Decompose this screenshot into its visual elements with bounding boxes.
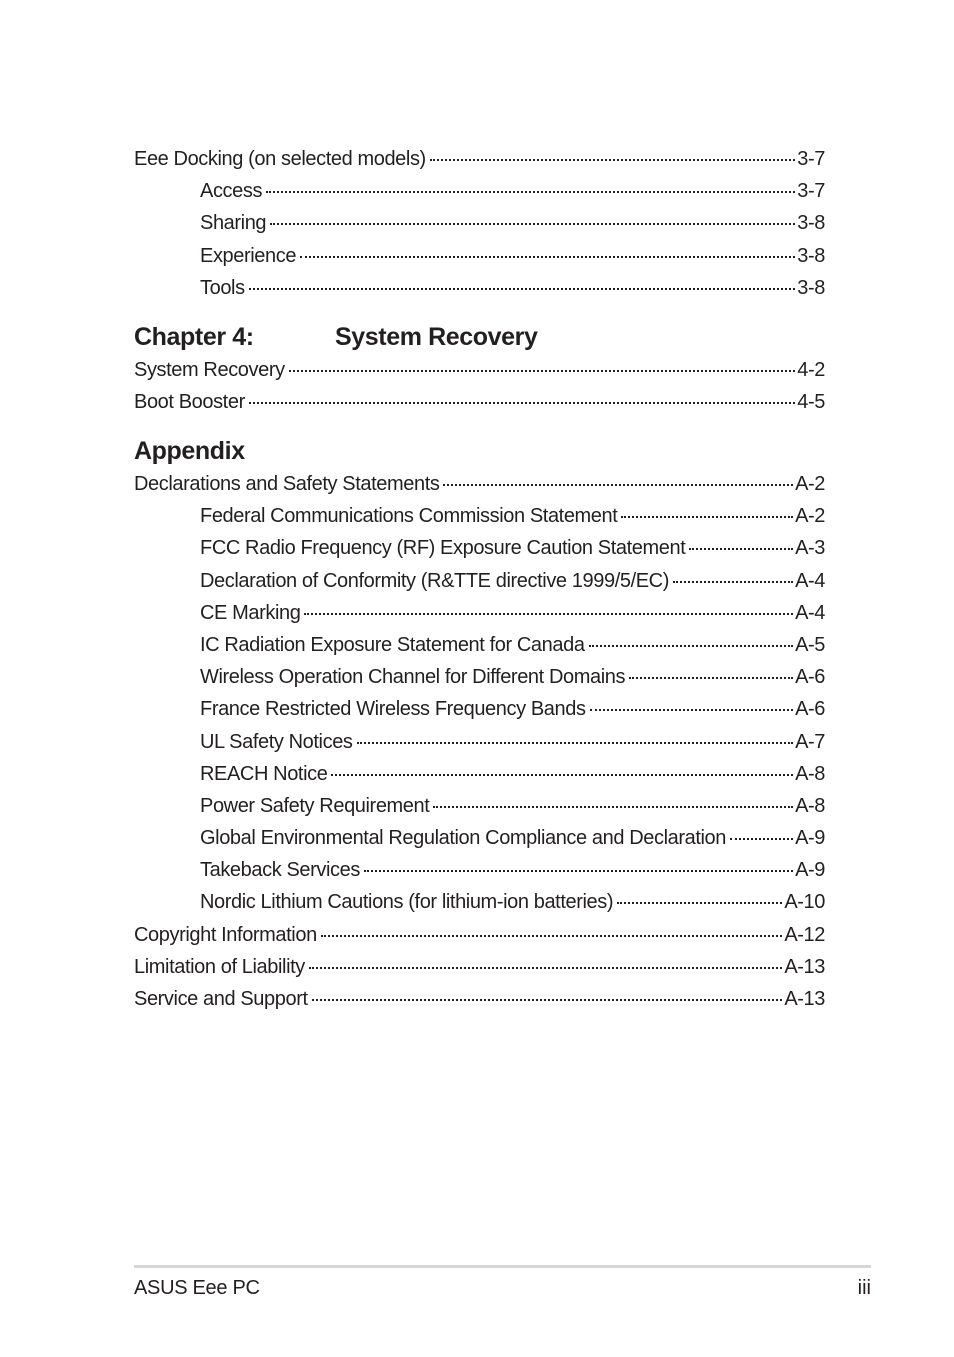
toc-entry-title: FCC Radio Frequency (RF) Exposure Caution Statement [200, 537, 686, 560]
toc-entry[interactable] [134, 924, 825, 956]
toc-entry-page: 3-8 [797, 276, 825, 299]
toc-entry[interactable] [134, 795, 825, 827]
toc-entry[interactable] [134, 245, 825, 277]
toc-entry-title: Declarations and Safety Statements [134, 473, 440, 495]
toc-entry[interactable] [134, 212, 825, 244]
toc-entry-title: Nordic Lithium Cautions (for lithium-ion batteries) [200, 891, 614, 914]
toc-dot-leader [289, 370, 796, 372]
toc-entry[interactable] [134, 666, 825, 698]
toc-entry-page: 3-8 [797, 212, 825, 235]
toc-dot-leader [364, 870, 793, 872]
toc-entry-title: IC Radiation Exposure Statement for Canada [200, 633, 585, 656]
toc-section-system-recovery [134, 359, 825, 423]
toc-dot-leader [730, 838, 793, 840]
toc-entry-page: 3-7 [797, 148, 825, 170]
toc-entry-title: Federal Communications Commission Statement [200, 505, 618, 528]
toc-dot-leader [590, 709, 793, 711]
toc-entry[interactable] [134, 277, 825, 309]
toc-entry-page: 4-5 [797, 391, 825, 414]
toc-entry[interactable] [134, 473, 825, 505]
toc-dot-leader [304, 613, 793, 615]
toc-dot-leader [331, 774, 793, 776]
toc-entry[interactable] [134, 148, 825, 180]
footer-rule [134, 1265, 871, 1268]
toc-entry[interactable] [134, 537, 825, 569]
toc-dot-leader [249, 288, 796, 290]
toc-entry-page: A-5 [795, 633, 825, 656]
toc-entry-page: A-2 [795, 473, 825, 495]
toc-dot-leader [309, 967, 782, 969]
toc-entry-page: A-8 [795, 794, 825, 817]
toc-entry-title: Experience [200, 244, 297, 267]
toc-dot-leader [689, 548, 793, 550]
toc-entry-title: Declaration of Conformity (R&TTE directive 1999/5/EC) [200, 569, 669, 592]
toc-dot-leader [589, 645, 794, 647]
toc-dot-leader [270, 223, 795, 225]
toc-entry-title: Copyright Information [134, 923, 317, 946]
toc-entry-title: CE Marking [200, 601, 301, 624]
toc-entry[interactable] [134, 570, 825, 602]
toc-entry-title: Service and Support [134, 988, 308, 1010]
toc-entry-title: Eee Docking (on selected models) [134, 148, 426, 170]
toc-entry-title: Sharing [200, 212, 267, 235]
toc-dot-leader [443, 484, 793, 486]
toc-entry[interactable] [134, 891, 825, 923]
toc-entry[interactable] [134, 956, 825, 988]
toc-entry-page: A-6 [795, 698, 825, 721]
appendix-title: Appendix [134, 437, 245, 465]
toc-entry[interactable] [134, 602, 825, 634]
toc-entry[interactable] [134, 391, 825, 423]
toc-entry[interactable] [134, 859, 825, 891]
toc-dot-leader [357, 742, 794, 744]
toc-entry-page: A-13 [784, 988, 825, 1010]
toc-entry-page: 3-8 [797, 244, 825, 267]
toc-entry-page: A-3 [795, 537, 825, 560]
toc-entry[interactable] [134, 359, 825, 391]
toc-entry[interactable] [134, 180, 825, 212]
toc-dot-leader [433, 806, 793, 808]
toc-dot-leader [321, 935, 783, 937]
toc-entry-page: A-12 [784, 923, 825, 946]
footer-product-name: ASUS Eee PC [134, 1277, 260, 1299]
toc-dot-leader [266, 191, 795, 193]
toc-dot-leader [621, 516, 793, 518]
chapter-title: System Recovery [335, 323, 538, 351]
toc-entry-page: A-4 [795, 569, 825, 592]
toc-entry-title: Global Environmental Regulation Compliance and Declaration [200, 827, 726, 850]
toc-entry-title: France Restricted Wireless Frequency Bands [200, 698, 586, 721]
toc-entry-page: A-2 [795, 505, 825, 528]
footer-page-number: iii [857, 1277, 871, 1299]
toc-entry[interactable] [134, 763, 825, 795]
toc-entry-page: A-10 [784, 891, 825, 914]
toc-entry-title: Access [200, 180, 263, 203]
toc-entry[interactable] [134, 505, 825, 537]
chapter-heading [134, 323, 537, 352]
toc-entry-title: Takeback Services [200, 859, 360, 882]
toc-section-appendix [134, 473, 825, 1020]
toc-entry[interactable] [134, 827, 825, 859]
toc-dot-leader [312, 999, 783, 1001]
toc-entry[interactable] [134, 634, 825, 666]
toc-entry-title: REACH Notice [200, 762, 328, 785]
toc-dot-leader [629, 677, 793, 679]
chapter-number: Chapter 4: [134, 323, 254, 351]
toc-entry-page: A-13 [784, 955, 825, 978]
toc-entry-title: Wireless Operation Channel for Different Domains [200, 666, 626, 689]
toc-dot-leader [430, 159, 795, 161]
toc-entry-title: Boot Booster [134, 391, 245, 414]
toc-entry-title: System Recovery [134, 359, 285, 381]
toc-entry-page: A-4 [795, 601, 825, 624]
toc-entry[interactable] [134, 698, 825, 730]
toc-entry-page: A-7 [795, 730, 825, 753]
toc-dot-leader [249, 402, 795, 404]
toc-entry[interactable] [134, 731, 825, 763]
toc-entry-title: UL Safety Notices [200, 730, 353, 753]
appendix-heading [134, 437, 245, 466]
toc-entry-title: Tools [200, 276, 245, 299]
toc-dot-leader [673, 581, 793, 583]
toc-entry-page: A-9 [795, 827, 825, 850]
toc-section-docking [134, 148, 825, 309]
toc-entry-page: A-9 [795, 859, 825, 882]
toc-entry[interactable] [134, 988, 825, 1020]
toc-entry-title: Power Safety Requirement [200, 794, 430, 817]
toc-entry-title: Limitation of Liability [134, 955, 305, 978]
toc-entry-page: 3-7 [797, 180, 825, 203]
toc-entry-page: A-8 [795, 762, 825, 785]
toc-entry-page: A-6 [795, 666, 825, 689]
toc-dot-leader [300, 256, 795, 258]
toc-entry-page: 4-2 [797, 359, 825, 381]
toc-dot-leader [617, 902, 782, 904]
